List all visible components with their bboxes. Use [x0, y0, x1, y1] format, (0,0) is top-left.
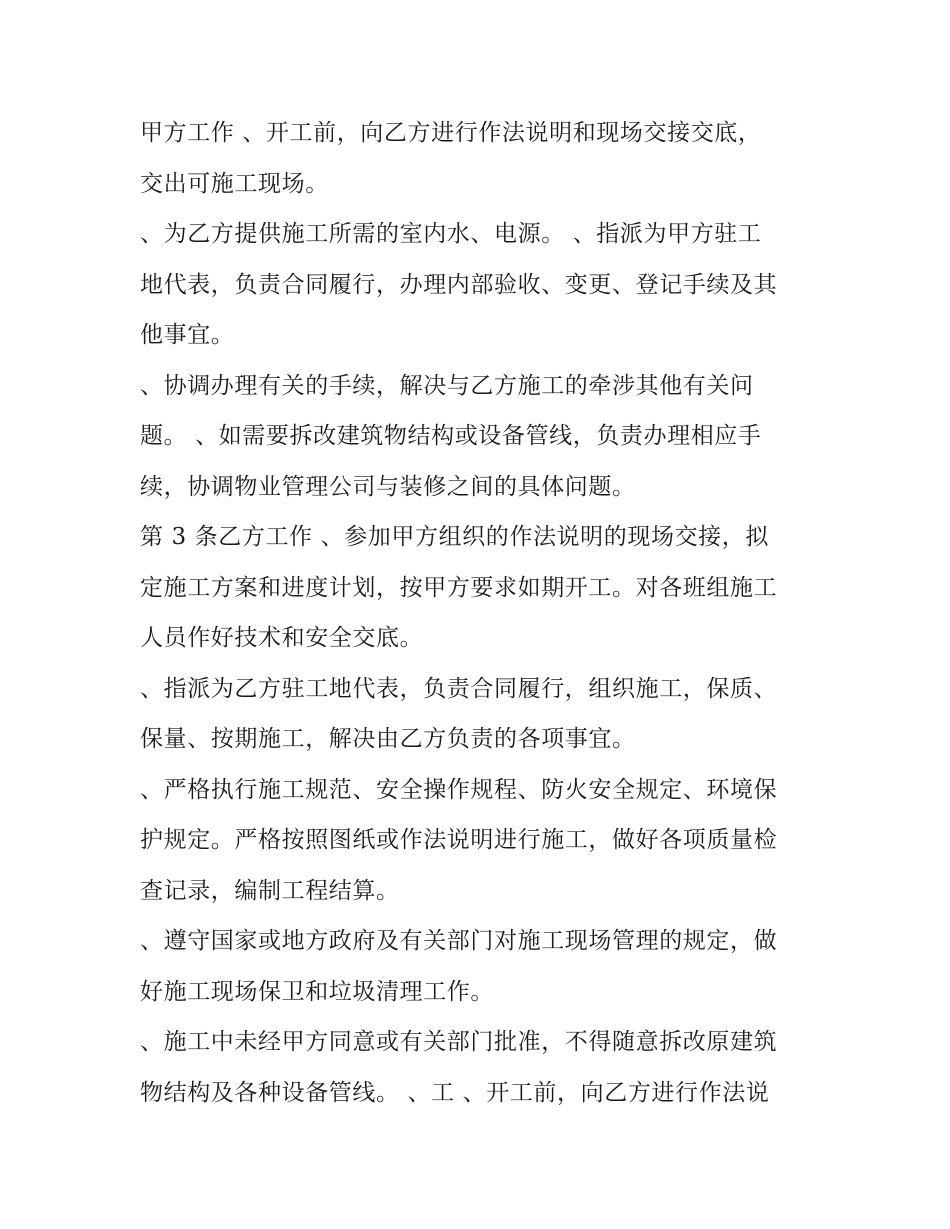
text-line: 甲方工作 、开工前，向乙方进行作法说明和现场交接交底， [140, 120, 762, 146]
text-line: 题。 、如需要拆改建筑物结构或设备管线，负责办理相应手 [140, 423, 762, 449]
text-line: 、遵守国家或地方政府及有关部门对施工现场管理的规定，做 [140, 928, 778, 954]
text-line: 他事宜。 [140, 322, 235, 348]
text-line: 、为乙方提供施工所需的室内水、电源。 、指派为甲方驻工 [140, 221, 762, 247]
text-line: 、指派为乙方驻工地代表，负责合同履行，组织施工，保质、 [140, 675, 778, 702]
text-line: 好施工现场保卫和垃圾清理工作。 [140, 978, 494, 1005]
text-line: 护规定。严格按照图纸或作法说明进行施工，做好各项质量检 [140, 827, 778, 853]
text-line: 第 3 条乙方工作 、参加甲方组织的作法说明的现场交接，拟 [140, 524, 769, 550]
text-line: 保量、按期施工，解决由乙方负责的各项事宜。 [140, 726, 636, 752]
text-line: 交出可施工现场。 [140, 170, 329, 197]
text-line: 查记录，编制工程结算。 [140, 877, 400, 904]
text-line: 、施工中未经甲方同意或有关部门批准，不得随意拆改原建筑 [140, 1029, 778, 1055]
text-line: 、协调办理有关的手续，解决与乙方施工的牵涉其他有关问 [140, 372, 754, 399]
text-line: 、严格执行施工规范、安全操作规程、防火安全规定、环境保 [140, 776, 778, 803]
text-line: 定施工方案和进度计划，按甲方要求如期开工。对各班组施工 [140, 574, 778, 601]
text-line: 地代表，负责合同履行，办理内部验收、变更、登记手续及其 [140, 271, 778, 298]
document-body [140, 108, 820, 1118]
text-line: 续，协调物业管理公司与装修之间的具体问题。 [140, 473, 636, 500]
text-line: 人员作好技术和安全交底。 [140, 625, 424, 651]
text-line: 物结构及各种设备管线。 、工 、开工前，向乙方进行作法说 [140, 1079, 770, 1106]
